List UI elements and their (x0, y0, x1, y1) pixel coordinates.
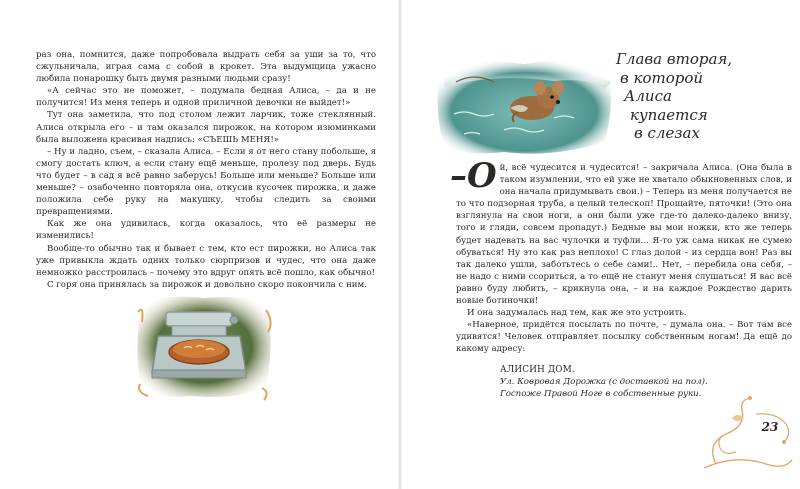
chapter-title-line: Глава вторая, (616, 50, 733, 68)
chapter-title-line: Алиса (624, 87, 672, 105)
paragraph: раз она, помнится, даже попробовала выдрать себя за уши за то, что сжульничала, играя сама с собой в крокет. Эта выдумщица ужасно любила понарошку быть двумя разными людьми сразу! (36, 50, 376, 85)
paragraph: С горя она принялась за пирожок и довольно скоро покончила с ним. (47, 279, 367, 290)
paragraph: – Ну и ладно, съем, – сказала Алиса. – Если я от него стану побольше, я смогу достать ключ, а если стану ещё меньше, пролезу под дверь. Будь что будет – в сад я всё равно заберусь! Больше или меньше? Больше или меньше? – озабоченно повторяла она, откусив кусочек пирожка, и даже положила себе руку на макушку, чтобы следить за своими превращениями. (36, 146, 376, 218)
chapter-title-line: в которой (620, 68, 704, 87)
drop-cap: –О (450, 156, 497, 196)
paragraph: Как же она удивилась, когда оказалось, что её размеры не изменились! (36, 219, 376, 242)
glass-chest-illustration (134, 292, 274, 402)
address-line: Ул. Ковровая Дорожка (с доставкой на пол). (500, 376, 708, 387)
chapter-title-line: купается (630, 105, 708, 124)
address-title: АЛИСИН ДОМ. (500, 364, 575, 375)
page-number: 23 (761, 420, 779, 434)
paragraph: И она задумалась над тем, как же это устроить. (467, 308, 687, 319)
chapter-title (616, 50, 786, 143)
swimming-mouse-illustration (434, 42, 614, 160)
paragraph: «Наверное, придётся посылать по почте, – думала она. – Вот там все удивятся! Человек отправляет посылку собственным ногам! Да ещё до какому адресу: (456, 320, 792, 355)
right-page (400, 0, 800, 489)
first-paragraph-text: й, всё чудесится и чудесится! – закричала Алиса. (Она была в таком изумлении, что ей уже не хватало обыкновенных слов, и она начала придумывать свои.) – Теперь из меня получается не то что подзорная труба, а целый телескоп! Прощайте, пяточки! (Это она взглянула на свои ноги, а они были уже где-то далеко-далеко внизу, того и гляди, совсем пропадут.) Бедные вы мои ножки, кто же теперь будет надевать на вас чулочки и туфли... Я-то уж сама никак не сумею обуваться! Ну это как раз неплохо! С глаз долой – из сердца вон! Раз вы так далеко ушли, заботьтесь о себе сами!.. Нет, – перебила она себя, – не надо с ними ссориться, а то ещё не станут меня слушаться! Я вас всё равно буду любить, – крикнула она, – и на каждое Рождество дарить новые ботиночки! (456, 163, 792, 307)
right-page-text (450, 156, 792, 400)
address-line: Госпоже Правой Ноге в собственные руки. (500, 388, 702, 399)
left-page-text (36, 49, 376, 291)
chapter-title-line: в слезах (634, 124, 700, 142)
paragraph: Тут она заметила, что под столом лежит ларчик, тоже стеклянный. Алиса открыла его – и там оказался пирожок, на котором изюминками была выложена красивая надпись: «СЪЕШЬ МЕНЯ!» (36, 110, 376, 145)
paragraph: Вообще-то обычно так и бывает с тем, кто ест пирожки, но Алиса так уже привыкла ждать одних только сюрпризов и чудес, что она даже немножко расстроилась – почему это вдруг опять всё пошло, как обычно! (36, 243, 376, 278)
first-paragraph (450, 156, 792, 307)
paragraph: «А сейчас это не поможет, – подумала бедная Алиса, – да и не получится! Из меня теперь и одной приличной девочки не выйдет!» (36, 86, 376, 109)
